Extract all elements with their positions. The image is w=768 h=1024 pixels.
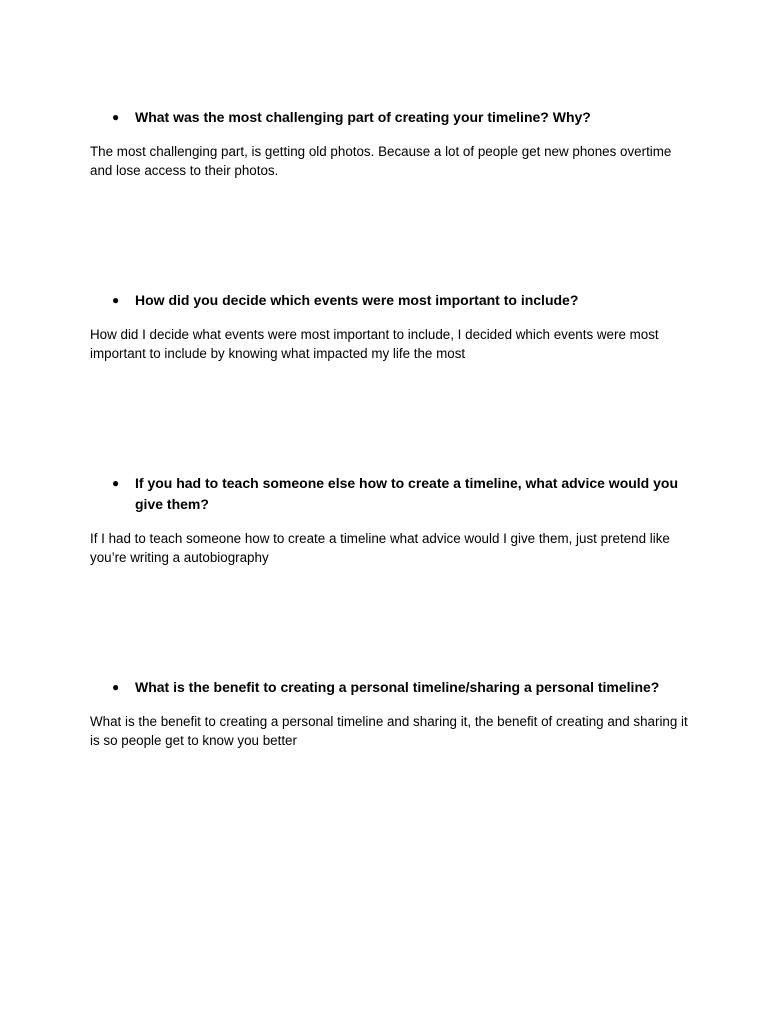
answer-4: What is the benefit to creating a personal timeline and sharing it, the benefit of creating and sharing it is so people get to know you better xyxy=(90,714,688,748)
bullet-icon: ● xyxy=(112,680,120,694)
question-block-4 xyxy=(90,677,690,750)
bullet-icon: ● xyxy=(112,293,120,307)
question-block-3 xyxy=(90,473,690,567)
question-block-1 xyxy=(90,107,690,180)
answer-1: The most challenging part, is getting old photos. Because a lot of people get new phones overtime and lose access to their photos. xyxy=(90,144,672,178)
question-1 xyxy=(90,107,690,128)
question-3-text: If you had to teach someone else how to create a timeline, what advice would you give them? xyxy=(135,475,679,512)
question-2 xyxy=(90,290,690,311)
answer-3: If I had to teach someone how to create a timeline what advice would I give them, just pretend like you’re writing a autobiography xyxy=(90,531,670,565)
answer-2: How did I decide what events were most important to include, I decided which events were most important to include by knowing what impacted my life the most xyxy=(90,327,659,361)
question-1-text: What was the most challenging part of creating your timeline? Why? xyxy=(135,109,591,125)
question-4-text: What is the benefit to creating a personal timeline/sharing a personal timeline? xyxy=(135,679,660,695)
bullet-icon: ● xyxy=(112,476,120,490)
question-3 xyxy=(90,473,690,515)
question-4 xyxy=(90,677,690,698)
bullet-icon: ● xyxy=(112,110,120,124)
question-block-2 xyxy=(90,290,690,363)
question-2-text: How did you decide which events were most important to include? xyxy=(135,292,579,308)
